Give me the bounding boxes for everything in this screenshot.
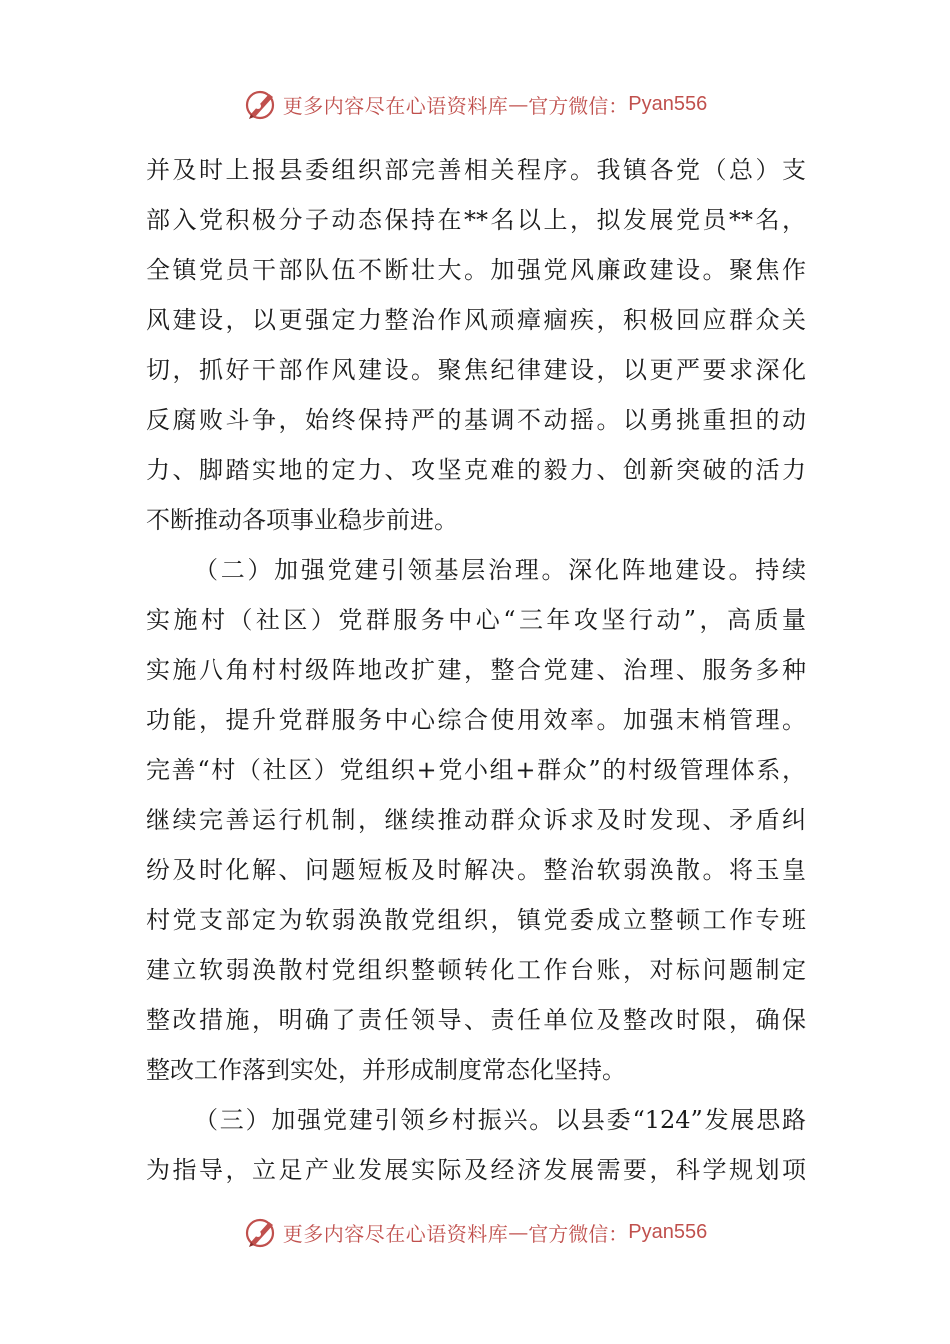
text-line: 整改措施，明确了责任领导、责任单位及整改时限，确保 xyxy=(146,1006,806,1034)
text-line: 风建设，以更强定力整治作风顽瘴痼疾，积极回应群众关 xyxy=(146,306,806,334)
section-heading-line: （二）加强党建引领基层治理。深化阵地建设。持续 xyxy=(194,556,806,584)
document-body xyxy=(146,145,806,1195)
watermark-text: 更多内容尽在心语资料库 xyxy=(282,93,509,118)
section-heading-line: （三）加强党建引领乡村振兴。以县委“124”发展思路 xyxy=(194,1106,806,1134)
header-watermark xyxy=(0,86,950,122)
text-line: 完善“村（社区）党组织+党小组+群众”的村级管理体系， xyxy=(146,756,806,784)
watermark-label: 官方微信： xyxy=(528,1221,629,1246)
text-line: 全镇党员干部队伍不断壮大。加强党风廉政建设。聚焦作 xyxy=(146,256,806,284)
watermark-separator: — xyxy=(508,92,529,116)
text-line: 继续完善运行机制，继续推动群众诉求及时发现、矛盾纠 xyxy=(146,806,806,834)
pen-logo-icon xyxy=(243,86,279,122)
watermark-label: 官方微信： xyxy=(528,93,629,118)
text-line: 建立软弱涣散村党组织整顿转化工作台账，对标问题制定 xyxy=(146,956,806,984)
text-line: 实施八角村村级阵地改扩建，整合党建、治理、服务多种 xyxy=(146,656,806,684)
text-line: 反腐败斗争，始终保持严的基调不动摇。以勇挑重担的动 xyxy=(146,406,806,434)
watermark-wechat-id: Pyan556 xyxy=(628,92,708,115)
text-line: 并及时上报县委组织部完善相关程序。我镇各党（总）支 xyxy=(146,156,806,184)
text-line: 不断推动各项事业稳步前进。 xyxy=(146,506,458,534)
text-line: 功能，提升党群服务中心综合使用效率。加强末梢管理。 xyxy=(146,706,806,734)
pen-logo-icon xyxy=(243,1214,279,1250)
text-line: 纷及时化解、问题短板及时解决。整治软弱涣散。将玉皇 xyxy=(146,856,806,884)
footer-watermark xyxy=(0,1214,950,1250)
text-line: 村党支部定为软弱涣散党组织，镇党委成立整顿工作专班 xyxy=(146,906,806,934)
text-line: 实施村（社区）党群服务中心“三年攻坚行动”，高质量 xyxy=(146,606,806,634)
text-line: 整改工作落到实处，并形成制度常态化坚持。 xyxy=(146,1056,626,1084)
text-line: 切，抓好干部作风建设。聚焦纪律建设，以更严要求深化 xyxy=(146,356,806,384)
text-line: 部入党积极分子动态保持在**名以上，拟发展党员**名， xyxy=(146,206,806,234)
text-line: 力、脚踏实地的定力、攻坚克难的毅力、创新突破的活力 xyxy=(146,456,806,484)
watermark-text: 更多内容尽在心语资料库 xyxy=(282,1221,509,1246)
watermark-wechat-id: Pyan556 xyxy=(628,1220,708,1243)
text-line: 为指导，立足产业发展实际及经济发展需要，科学规划项 xyxy=(146,1156,806,1184)
watermark-separator: — xyxy=(508,1220,529,1244)
